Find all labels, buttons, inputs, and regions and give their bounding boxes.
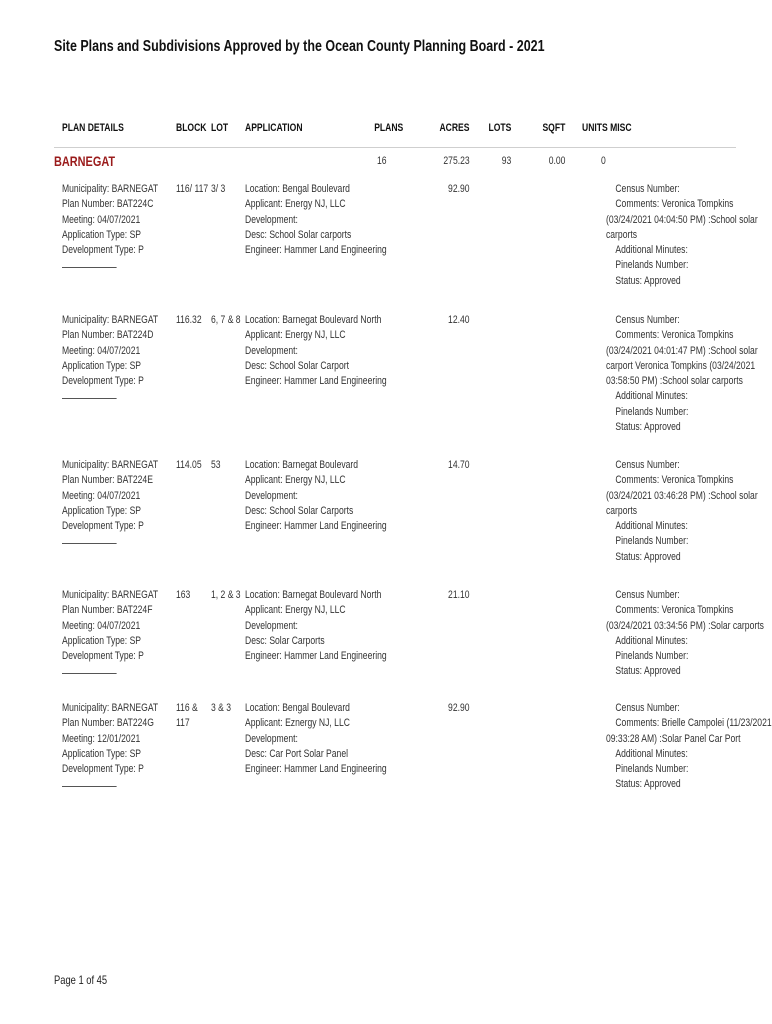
application-details: Location: Bengal Boulevard Applicant: Eznergy NJ, LLC Development: Desc: Car Port Solar Panel Engineer: Hammer Land Engineering xyxy=(245,702,387,776)
misc-line: Pinelands Number: xyxy=(615,650,689,663)
group-units-total: 0 xyxy=(601,155,606,167)
misc-line: (03/24/2021 04:04:50 PM) :School solar xyxy=(606,213,758,226)
application-details: Location: Barnegat Boulevard Applicant: Energy NJ, LLC Development: Desc: School Solar Carports Engineer: Hammer Land Engineering xyxy=(245,459,387,533)
application-details: Location: Barnegat Boulevard North Applicant: Energy NJ, LLC Development: Desc: School Solar Carport Engineer: Hammer Land Engineering xyxy=(245,314,387,388)
misc-line: Additional Minutes: xyxy=(615,244,688,257)
header-lot: LOT xyxy=(211,122,229,134)
acres-value: 92.90 xyxy=(448,183,470,195)
misc-line: (03/24/2021 03:34:56 PM) :Solar carports xyxy=(606,619,764,632)
misc-line: Status: Approved xyxy=(615,665,681,678)
group-plans-total: 16 xyxy=(377,155,387,167)
block-value: 116/ 117 xyxy=(176,183,209,195)
lot-value: 3 & 3 xyxy=(211,702,232,714)
lot-value: 1, 2 & 3 xyxy=(211,589,241,601)
misc-line: Additional Minutes: xyxy=(615,634,688,647)
misc-line: (03/24/2021 03:46:28 PM) :School solar xyxy=(606,489,758,502)
misc-notes xyxy=(606,458,758,565)
misc-line: Pinelands Number: xyxy=(615,405,689,418)
header-units-misc: UNITS MISC xyxy=(582,122,632,134)
application-details: Location: Bengal Boulevard Applicant: Energy NJ, LLC Development: Desc: School Solar carports Engineer: Hammer Land Engineering xyxy=(245,183,387,257)
misc-line: Comments: Veronica Tompkins xyxy=(615,474,734,487)
misc-line: Status: Approved xyxy=(615,274,681,287)
record-separator xyxy=(62,267,117,268)
record-separator xyxy=(62,786,117,787)
group-lots-total: 93 xyxy=(501,155,511,167)
header-sqft: SQFT xyxy=(542,122,565,134)
misc-line: 03:58:50 PM) :School solar carports xyxy=(606,375,743,388)
acres-value: 21.10 xyxy=(448,589,470,601)
page-number: Page 1 of 45 xyxy=(54,973,108,987)
misc-line: Comments: Brielle Campolei (11/23/2021 xyxy=(615,717,772,730)
misc-line: Pinelands Number: xyxy=(615,259,689,272)
block-value: 163 xyxy=(176,589,191,601)
misc-line: Comments: Veronica Tompkins xyxy=(615,198,734,211)
header-block: BLOCK xyxy=(176,122,207,134)
misc-line: Status: Approved xyxy=(615,421,681,434)
document-title: Site Plans and Subdivisions Approved by the Ocean County Planning Board - 2021 xyxy=(54,38,545,55)
block-value: 114.05 xyxy=(176,459,202,471)
misc-line: Census Number: xyxy=(615,459,680,471)
record-separator xyxy=(62,673,117,674)
misc-line: carport Veronica Tompkins (03/24/2021 xyxy=(606,359,756,372)
lot-value: 6, 7 & 8 xyxy=(211,314,241,326)
header-divider xyxy=(54,147,736,148)
misc-line: Pinelands Number: xyxy=(615,535,689,548)
misc-line: Status: Approved xyxy=(615,778,681,791)
misc-line: Census Number: xyxy=(615,314,680,326)
misc-notes xyxy=(606,588,764,680)
acres-value: 12.40 xyxy=(448,314,470,326)
misc-line: Census Number: xyxy=(615,183,680,195)
group-sqft-total: 0.00 xyxy=(548,155,565,167)
record-separator xyxy=(62,543,117,544)
misc-line: Census Number: xyxy=(615,702,680,714)
header-plans: PLANS xyxy=(373,122,403,134)
block-value: 116 & 117 xyxy=(176,702,198,730)
acres-value: 92.90 xyxy=(448,702,470,714)
lot-value: 53 xyxy=(211,459,221,471)
misc-line: Additional Minutes: xyxy=(615,520,688,533)
misc-line: Additional Minutes: xyxy=(615,747,688,760)
misc-notes xyxy=(606,313,758,435)
acres-value: 14.70 xyxy=(448,459,470,471)
header-plan-details: PLAN DETAILS xyxy=(62,122,124,134)
application-details: Location: Barnegat Boulevard North Applicant: Energy NJ, LLC Development: Desc: Solar Carports Engineer: Hammer Land Engineering xyxy=(245,589,387,663)
misc-line: Comments: Veronica Tompkins xyxy=(615,329,734,342)
misc-line: carports xyxy=(606,228,638,241)
block-value: 116.32 xyxy=(176,314,202,326)
record-separator xyxy=(62,398,117,399)
lot-value: 3/ 3 xyxy=(211,183,226,195)
plan-details: Municipality: BARNEGAT Plan Number: BAT224D Meeting: 04/07/2021 Application Type: SP Development Type: P xyxy=(62,313,158,405)
plan-details: Municipality: BARNEGAT Plan Number: BAT224E Meeting: 04/07/2021 Application Type: SP Development Type: P xyxy=(62,458,158,550)
misc-notes xyxy=(606,701,772,793)
misc-line: Census Number: xyxy=(615,589,680,601)
header-acres: ACRES xyxy=(439,122,470,134)
misc-line: Status: Approved xyxy=(615,550,681,563)
misc-line: 09:33:28 AM) :Solar Panel Car Port xyxy=(606,732,741,745)
group-name: BARNEGAT xyxy=(54,153,116,169)
misc-line: Pinelands Number: xyxy=(615,763,689,776)
header-application: APPLICATION xyxy=(245,122,303,134)
misc-notes xyxy=(606,182,758,289)
header-lots: LOTS xyxy=(488,122,511,134)
plan-details: Municipality: BARNEGAT Plan Number: BAT224G Meeting: 12/01/2021 Application Type: SP Development Type: P xyxy=(62,701,158,793)
misc-line: Additional Minutes: xyxy=(615,390,688,403)
plan-details: Municipality: BARNEGAT Plan Number: BAT224C Meeting: 04/07/2021 Application Type: SP Development Type: P xyxy=(62,182,158,274)
misc-line: Comments: Veronica Tompkins xyxy=(615,604,734,617)
misc-line: carports xyxy=(606,504,638,517)
group-acres-total: 275.23 xyxy=(443,155,470,167)
misc-line: (03/24/2021 04:01:47 PM) :School solar xyxy=(606,344,758,357)
plan-details: Municipality: BARNEGAT Plan Number: BAT224F Meeting: 04/07/2021 Application Type: SP Development Type: P xyxy=(62,588,158,680)
